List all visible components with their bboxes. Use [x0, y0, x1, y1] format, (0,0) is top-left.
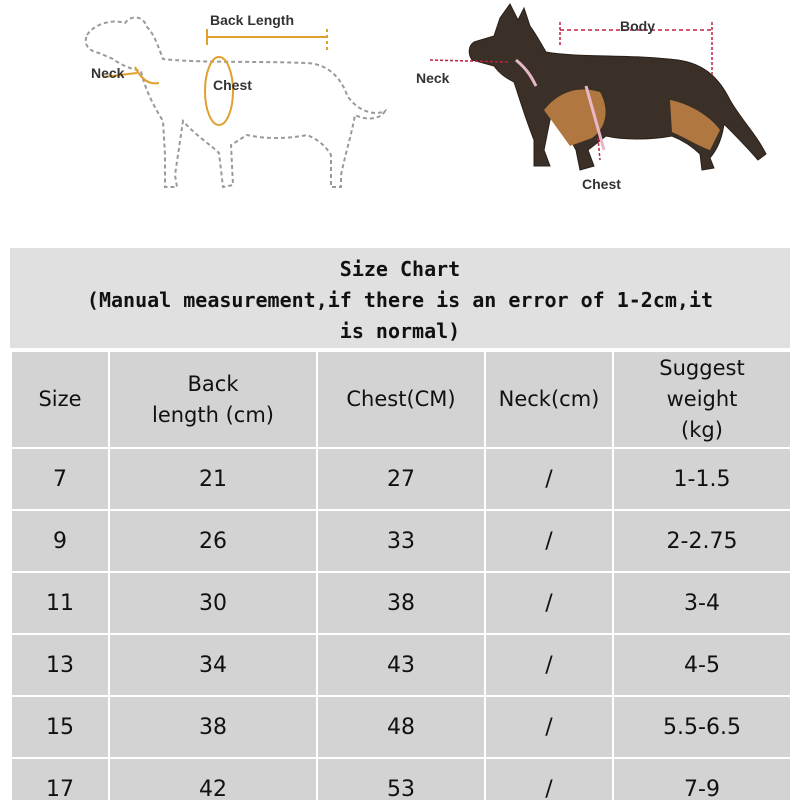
back-length-label: Back Length	[210, 12, 295, 28]
cell-weight: 7-9	[613, 758, 790, 800]
cell-chest: 27	[317, 448, 485, 510]
table-row	[11, 758, 790, 800]
cell-size: 7	[11, 448, 109, 510]
table-row	[11, 634, 790, 696]
cell-size: 9	[11, 510, 109, 572]
header-size: Size	[11, 351, 109, 448]
cell-weight: 4-5	[613, 634, 790, 696]
size-chart-title	[10, 248, 790, 350]
neck-label: Neck	[416, 70, 450, 86]
cell-neck: /	[485, 572, 613, 634]
cell-chest: 53	[317, 758, 485, 800]
cell-neck: /	[485, 696, 613, 758]
cell-weight: 5.5-6.5	[613, 696, 790, 758]
neck-label: Neck	[91, 65, 125, 81]
cell-back-length: 21	[109, 448, 317, 510]
dog-photo-diagram	[410, 0, 790, 210]
header-row	[11, 351, 790, 448]
size-chart-grid	[10, 350, 790, 800]
table-row	[11, 572, 790, 634]
body-label: Body	[620, 18, 655, 34]
table-row	[11, 696, 790, 758]
cell-weight: 1-1.5	[613, 448, 790, 510]
header-neck: Neck(cm)	[485, 351, 613, 448]
cell-back-length: 26	[109, 510, 317, 572]
cell-chest: 38	[317, 572, 485, 634]
header-weight: Suggest weight (kg)	[613, 351, 790, 448]
cell-back-length: 38	[109, 696, 317, 758]
cell-neck: /	[485, 758, 613, 800]
cell-size: 13	[11, 634, 109, 696]
size-chart-table	[10, 248, 790, 800]
title-line-2: (Manual measurement,if there is an error of 1-2cm,it	[86, 288, 714, 312]
cell-back-length: 34	[109, 634, 317, 696]
header-back-length: Back length (cm)	[109, 351, 317, 448]
chest-label: Chest	[582, 176, 621, 192]
cell-back-length: 42	[109, 758, 317, 800]
chest-label: Chest	[213, 77, 252, 93]
cell-back-length: 30	[109, 572, 317, 634]
cell-size: 15	[11, 696, 109, 758]
dog-outline-illustration	[55, 5, 395, 205]
cell-size: 11	[11, 572, 109, 634]
title-line-1: Size Chart	[339, 257, 461, 281]
measurement-diagrams	[0, 0, 800, 240]
title-line-3: is normal)	[339, 319, 461, 343]
cell-chest: 33	[317, 510, 485, 572]
cell-weight: 3-4	[613, 572, 790, 634]
cell-weight: 2-2.75	[613, 510, 790, 572]
cell-neck: /	[485, 448, 613, 510]
table-row	[11, 510, 790, 572]
cell-chest: 48	[317, 696, 485, 758]
cell-neck: /	[485, 634, 613, 696]
header-chest: Chest(CM)	[317, 351, 485, 448]
table-row	[11, 448, 790, 510]
cell-chest: 43	[317, 634, 485, 696]
dog-outline-diagram	[55, 5, 395, 205]
cell-size: 17	[11, 758, 109, 800]
cell-neck: /	[485, 510, 613, 572]
